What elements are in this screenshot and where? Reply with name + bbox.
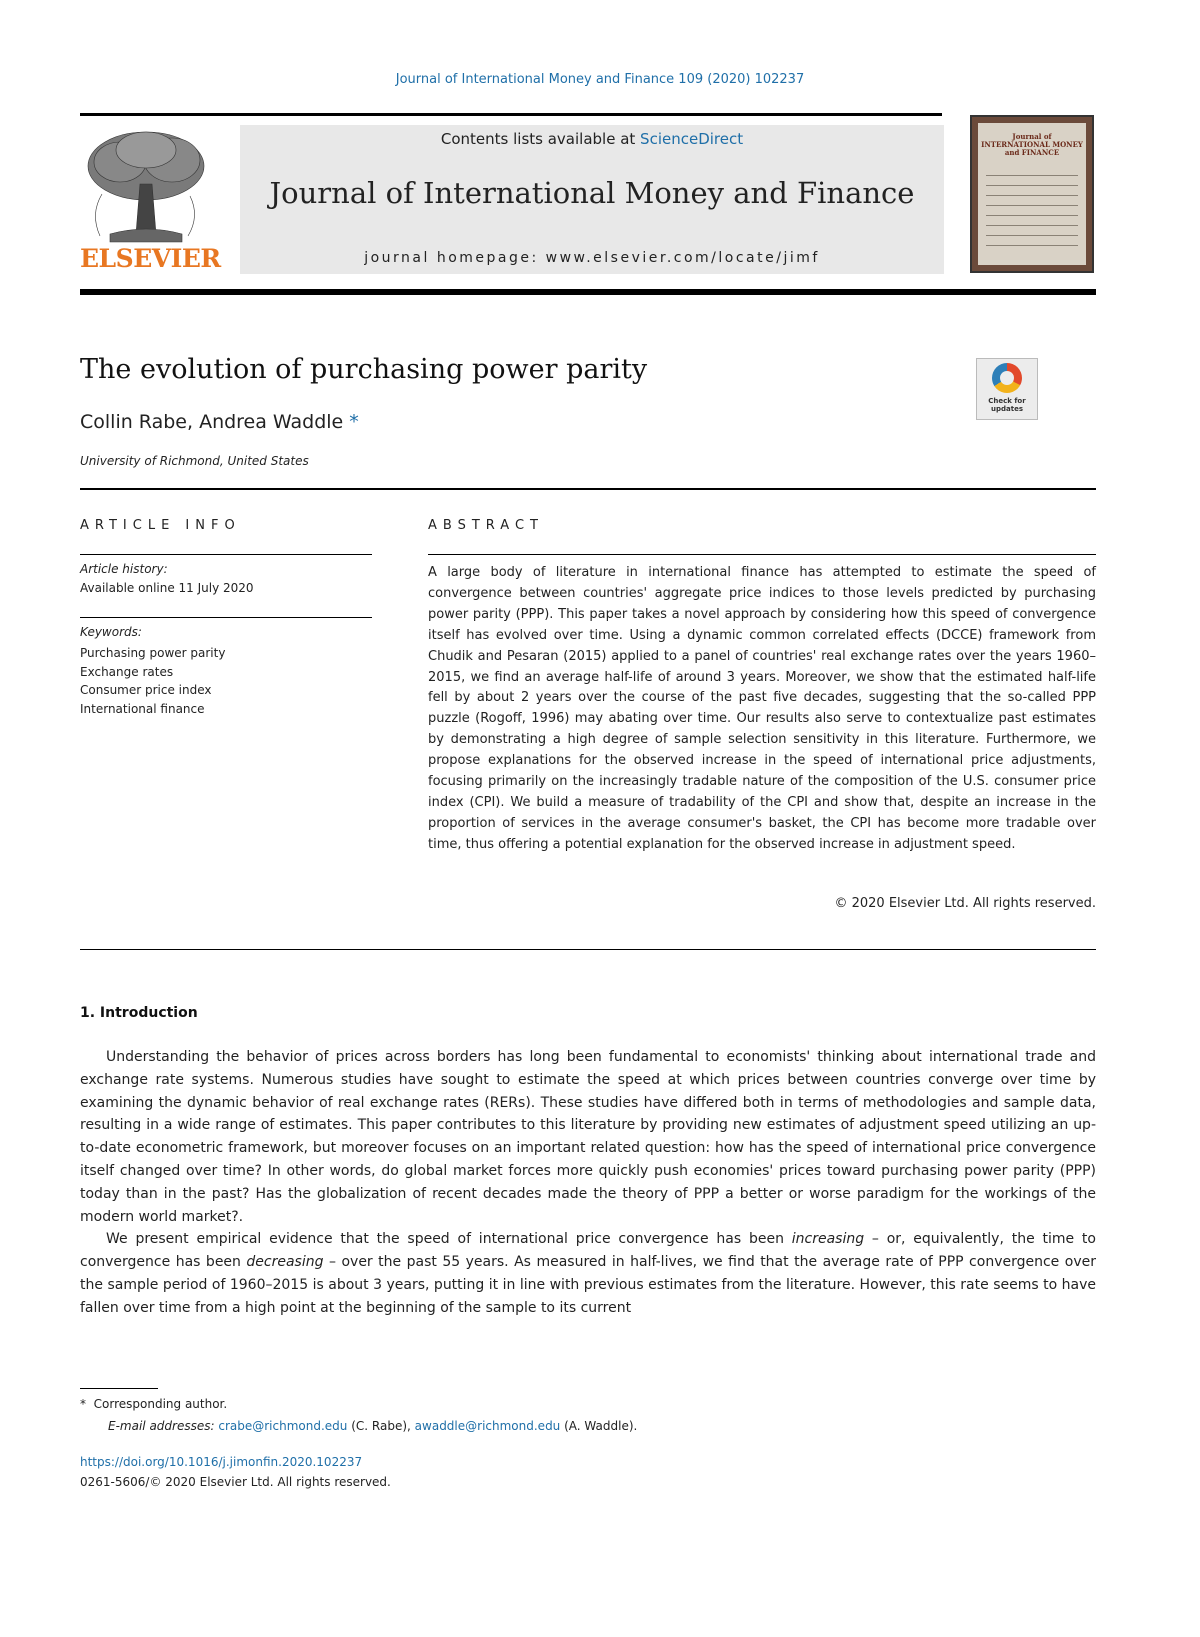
cover-title: Journal of INTERNATIONAL MONEY and FINANCE: [981, 132, 1083, 157]
email-label: E-mail addresses:: [108, 1419, 215, 1433]
author-affiliation: University of Richmond, United States: [80, 454, 309, 468]
keyword-item: Exchange rates: [80, 664, 174, 679]
footnote-emails: [108, 1419, 637, 1433]
footnote-text: Corresponding author.: [93, 1397, 228, 1411]
journal-homepage: [240, 250, 944, 266]
keyword-item: Purchasing power parity: [80, 646, 226, 660]
issn-copyright: 0261-5606/© 2020 Elsevier Ltd. All rights reserved.: [80, 1475, 391, 1489]
contents-prefix: Contents lists available at: [440, 130, 641, 148]
check-for-updates-button[interactable]: [976, 358, 1038, 420]
footnote-marker: *: [80, 1397, 86, 1411]
footnote-corresponding: [80, 1397, 227, 1411]
email-link-waddle[interactable]: awaddle@richmond.edu: [414, 1419, 561, 1433]
email-owner: (A. Waddle).: [564, 1419, 638, 1433]
cover-line: [986, 205, 1078, 206]
journal-title: Journal of International Money and Finance: [269, 176, 915, 210]
keyword-item: International finance: [80, 701, 205, 716]
cover-page: [978, 123, 1086, 265]
paragraph: Understanding the behavior of prices across borders has long been fundamental to economists' thinking about international trade and exchange rate systems. Numerous studies have sought to estimate the speed at which prices between countries converge over time by examining the dynamic behavior of real exchange rates (RERs). These studies have differed both in terms of methodologies and sample data, resulting in a wide range of estimates. This paper contributes to this literature by providing new estimates of adjustment speed utilizing an up-to-date econometric framework, but moreover focuses on an important related question: how has the speed of international price convergence itself changed over time? In other words, do global market forces more quickly push economies' prices toward purchasing power parity (PPP) today than in the past? Has the globalization of recent decades made the theory of PPP a better or worse paradigm for the workings of the modern world market?.: [80, 1049, 1096, 1225]
article-history-value: Available online 11 July 2020: [80, 581, 254, 595]
email-owner: (C. Rabe),: [351, 1419, 411, 1433]
cover-line: [986, 195, 1078, 196]
cover-line: [986, 235, 1078, 236]
heading-divider: [80, 488, 1096, 490]
homepage-url[interactable]: www.elsevier.com/locate/jimf: [545, 250, 820, 266]
contents-line: [240, 130, 944, 148]
emphasis: decreasing: [246, 1254, 324, 1271]
cover-line: [986, 215, 1078, 216]
sciencedirect-link[interactable]: ScienceDirect: [640, 130, 744, 148]
homepage-prefix: journal homepage:: [364, 250, 546, 266]
authors-text: Collin Rabe, Andrea Waddle: [80, 411, 344, 433]
emphasis: increasing: [791, 1231, 865, 1248]
keyword-item: Consumer price index: [80, 683, 212, 697]
text-run: – over the past 55 years. As measured in half-lives, we find that the average rate of PPP convergence over the sample period of 1960–2015 is about 3 years, putting it in line with previous estimates from the literature. However, this rate seems to have fallen over time from a high point at the beginning of the sample to its current: [80, 1254, 1096, 1316]
masthead-bottom-rule: [80, 289, 1096, 295]
email-link-rabe[interactable]: crabe@richmond.edu: [218, 1419, 348, 1433]
doi-link[interactable]: https://doi.org/10.1016/j.jimonfin.2020.102237: [80, 1455, 363, 1469]
abstract-rule: [428, 554, 1096, 555]
cover-line: [986, 225, 1078, 226]
section-heading-introduction: 1. Introduction: [80, 1005, 198, 1021]
check-for-updates-label: Check for updates: [988, 397, 1026, 413]
cover-line: [986, 175, 1078, 176]
article-info-heading: ARTICLE INFO: [80, 518, 241, 533]
keywords-list: [80, 644, 225, 718]
corresponding-author-marker[interactable]: *: [349, 411, 359, 433]
footnote-rule: [80, 1388, 158, 1389]
abstract-heading: ABSTRACT: [428, 518, 544, 533]
article-title: The evolution of purchasing power parity: [80, 354, 648, 385]
text-run: – or, equivalently, the time to convergence has been: [80, 1231, 1096, 1271]
journal-citation[interactable]: Journal of International Money and Finance 109 (2020) 102237: [395, 72, 805, 87]
elsevier-wordmark: ELSEVIER: [80, 244, 221, 273]
abstract-copyright: © 2020 Elsevier Ltd. All rights reserved.: [834, 896, 1096, 911]
author-list: [80, 411, 359, 433]
abstract-end-rule: [80, 949, 1096, 950]
paragraph: [80, 1228, 1096, 1319]
keywords-rule: [80, 617, 372, 618]
cover-line: [986, 185, 1078, 186]
article-history-label: Article history:: [80, 562, 168, 576]
article-info-rule: [80, 554, 372, 555]
check-for-updates-icon: [992, 363, 1022, 393]
masthead-top-rule: [80, 113, 942, 116]
introduction-body: [80, 1046, 1096, 1320]
journal-cover-thumbnail: [970, 115, 1094, 273]
keywords-label: Keywords:: [80, 625, 142, 639]
abstract-text: A large body of literature in international finance has attempted to estimate the speed of convergence between countries' aggregate price indices to those levels predicted by purchasing power parity (PPP). This paper takes a novel approach by considering how this speed of convergence itself has evolved over time. Using a dynamic common correlated effects (DCCE) framework from Chudik and Pesaran (2015) applied to a panel of countries' real exchange rates over the years 1960–2015, we find an average half-life of around 3 years. Moreover, we show that the estimated half-life fell by about 2 years over the course of the past five decades, suggesting that the so-called PPP puzzle (Rogoff, 1996) may abating over time. Our results also serve to contextualize past estimates by demonstrating a high degree of sample selection sensitivity in this literature. Furthermore, we propose explanations for the observed increase in the speed of international price adjustments, focusing primarily on the increasingly tradable nature of the composition of the U.S. consumer price index (CPI). We build a measure of tradability of the CPI and show that, despite an increase in the proportion of services in the average consumer's basket, the CPI has become more tradable over time, thus offering a potential explanation for the observed increase in adjustment speed.: [428, 565, 1096, 852]
text-run: We present empirical evidence that the speed of international price convergence has been: [106, 1231, 792, 1248]
cover-line: [986, 245, 1078, 246]
